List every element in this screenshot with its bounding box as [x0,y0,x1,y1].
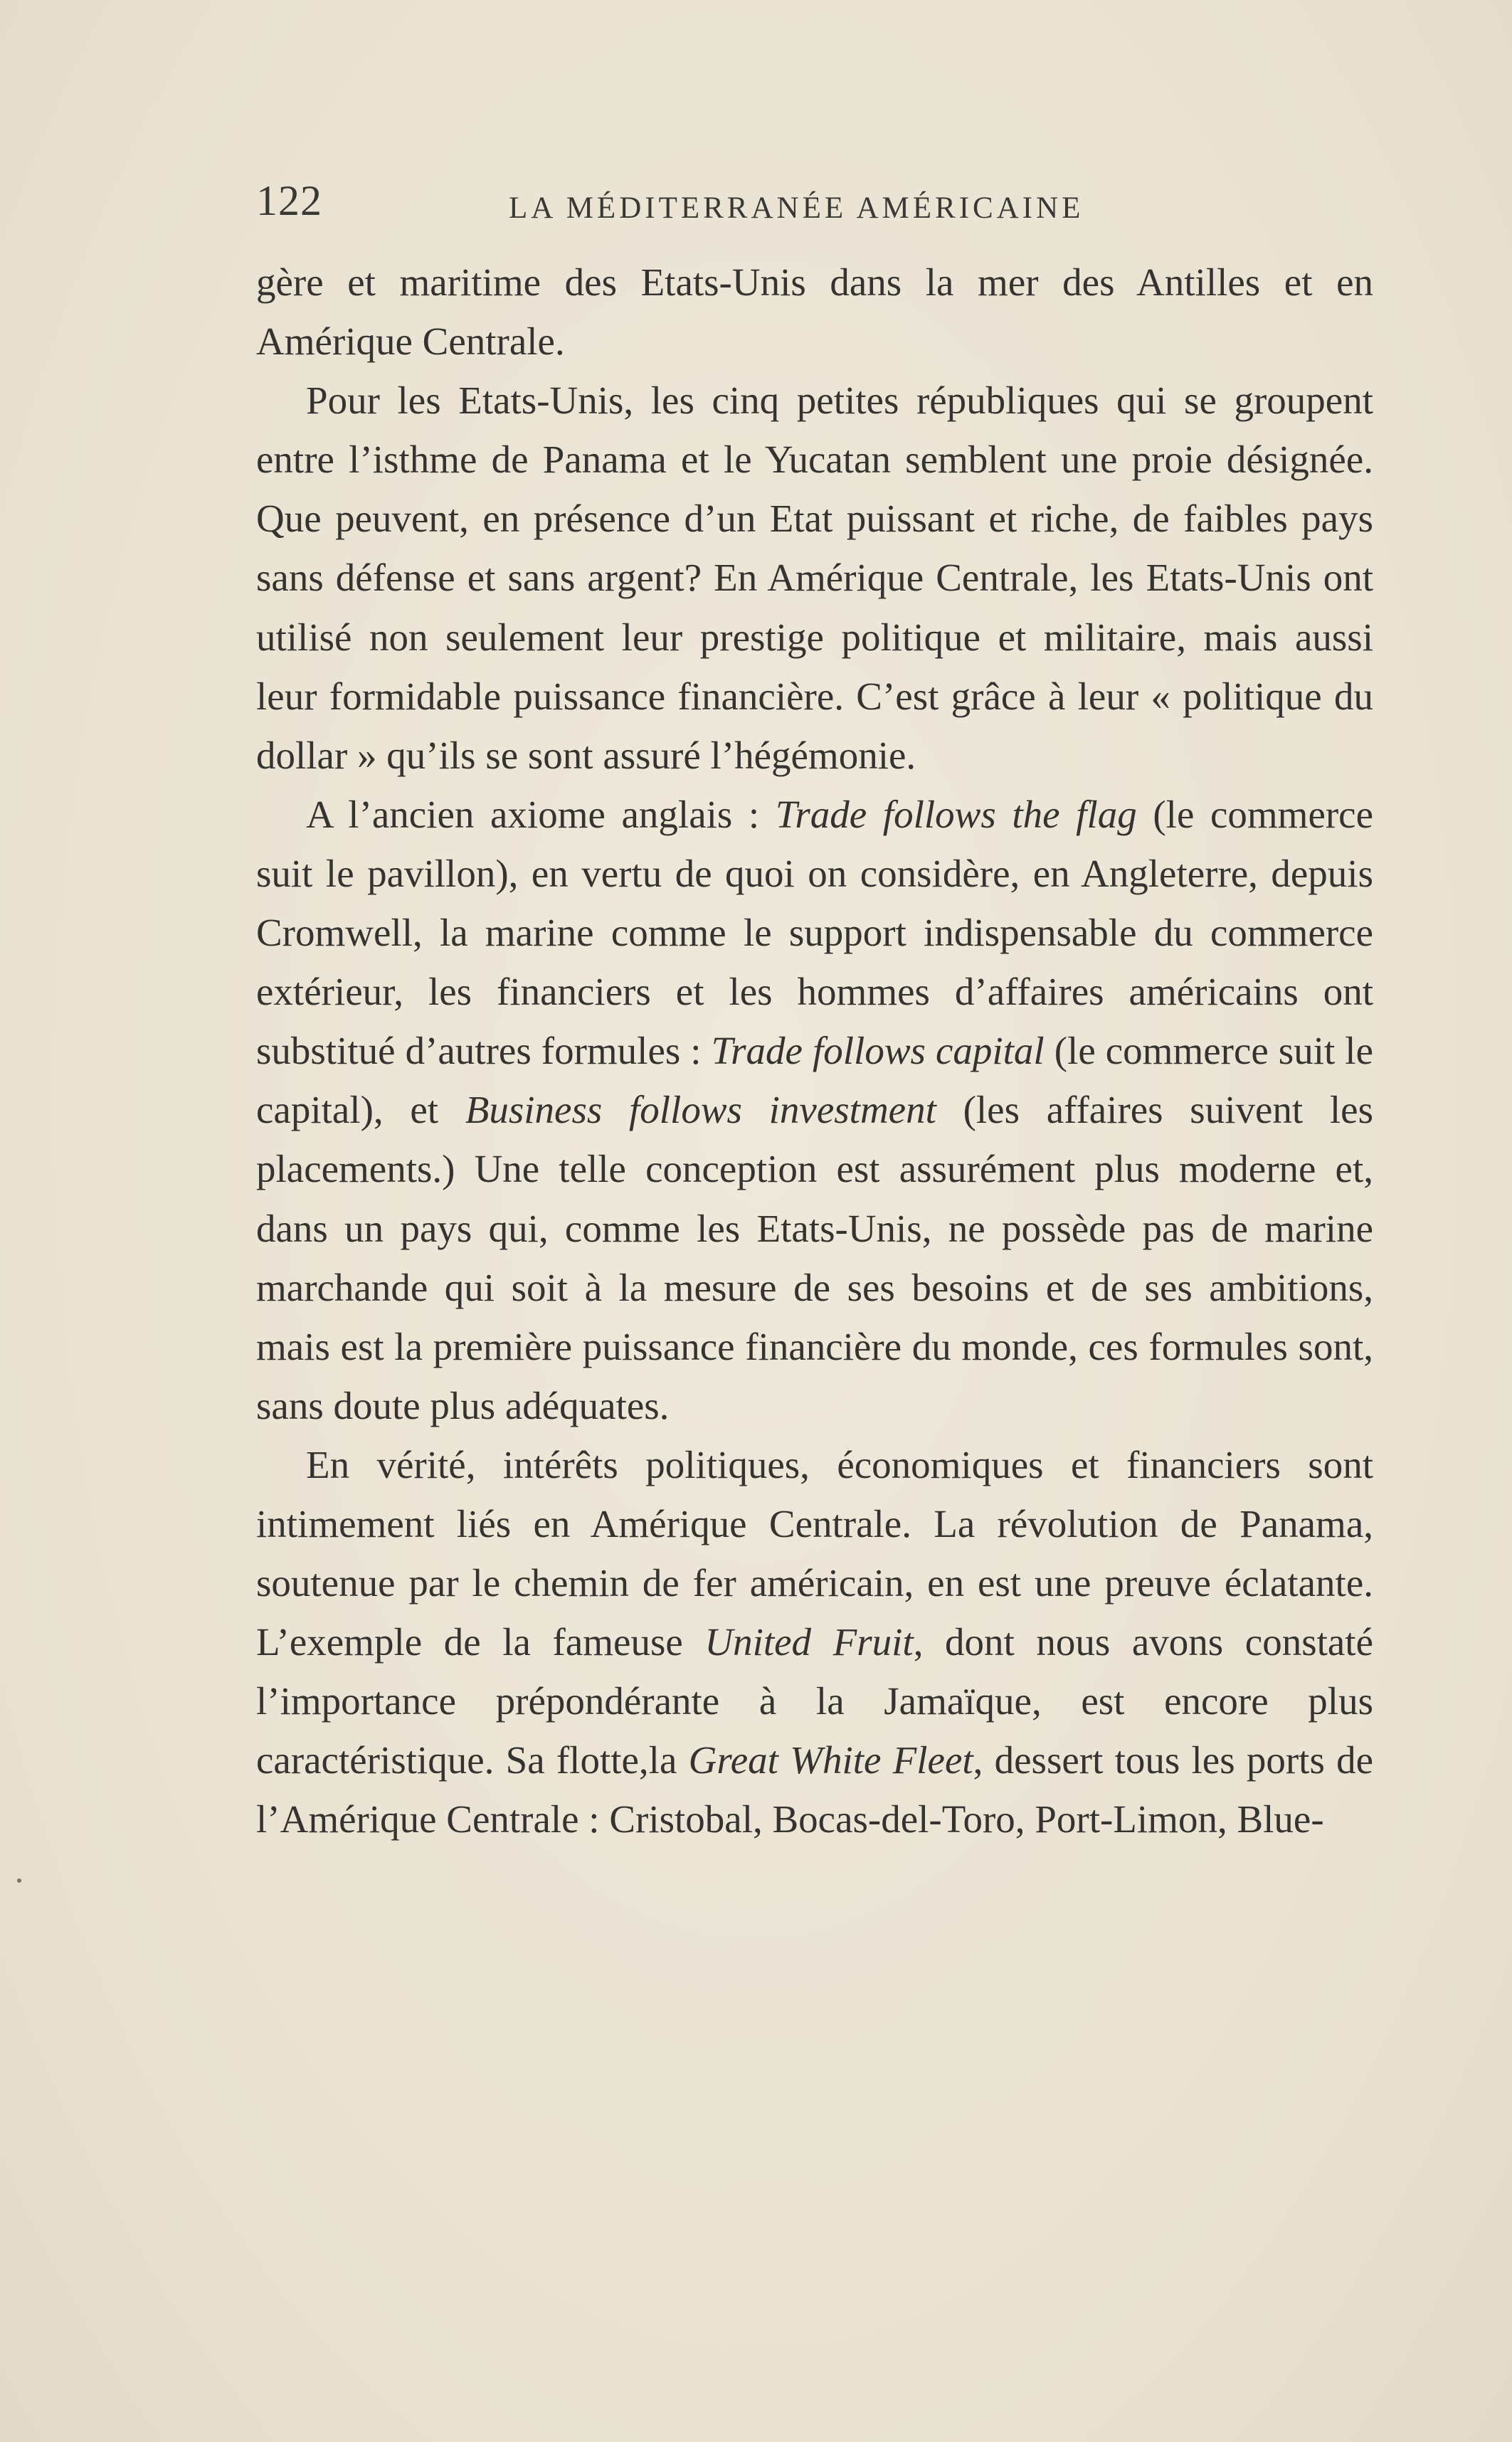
paper-speck [17,1878,21,1883]
text-run: (le commerce suit le capital), et [256,1029,1373,1132]
text-run: (les affaires suivent les placements.) Une telle conception est assurément plus moderne et, dans un pays qui, comme les Etats-Unis, ne possède pas de marine marchande qui soit à la mesure de ses besoins et de ses ambitions, mais est la première puissance financière du monde, ces formules sont, sans doute plus adéquates. [256,1088,1373,1427]
text-run: Pour les Etats-Unis, les cinq petites républiques qui se groupent entre l’isthme de Panama et le Yucatan semblent une proie désignée. Que peuvent, en présence d’un Etat puissant et riche, de faibles pays sans défense et sans argent? En Amérique Centrale, les Etats-Unis ont utilisé non seulement leur prestige politique et militaire, mais aussi leur formidable puissance financière. C’est grâce à leur « politique du dollar » qu’ils se sont assuré l’hégémonie. [256,379,1373,777]
text-run: , dessert tous les ports de l’Amérique Centrale : Cristobal, Bocas-del-Toro, Port-Limon, Blue- [256,1738,1374,1841]
paragraph-2 [256,371,1373,785]
italic-phrase: United Fruit [704,1620,914,1664]
italic-phrase: Trade follows the flag [775,792,1137,836]
italic-phrase: Business follows investment [465,1088,936,1132]
running-header [256,176,1384,240]
italic-phrase: Trade follows capital [711,1029,1045,1073]
paragraph-3 [256,785,1373,1435]
page-number: 122 [256,177,322,224]
text-run: A l’ancien axiome anglais : [306,792,776,836]
body-text [256,253,1373,1849]
text-run: (le commerce suit le pavillon), en vertu de quoi on considère, en Angleterre, depuis Cromwell, la marine comme le support indispensable du commerce extérieur, les financiers et les hommes d’affaires américains ont substitué d’autres formules : [256,792,1373,1073]
paragraph-1 [256,253,1373,371]
text-run: gère et maritime des Etats-Unis dans la mer des Antilles et en Amérique Centrale. [256,260,1373,364]
text-run: En vérité, intérêts politiques, économiques et financiers sont intimement liés en Amérique Centrale. La révolution de Panama, soutenue par le chemin de fer américain, en est une preuve éclatante. L’exemple de la fameuse [256,1442,1373,1664]
running-title: LA MÉDITERRANÉE AMÉRICAINE [509,191,1084,225]
text-run: , dont nous avons constaté l’importance prépondérante à la Jamaïque, est encore plus caractéristique. Sa flotte,la [256,1620,1374,1782]
italic-phrase: Great White Fleet [688,1738,973,1782]
paragraph-4 [256,1435,1373,1849]
